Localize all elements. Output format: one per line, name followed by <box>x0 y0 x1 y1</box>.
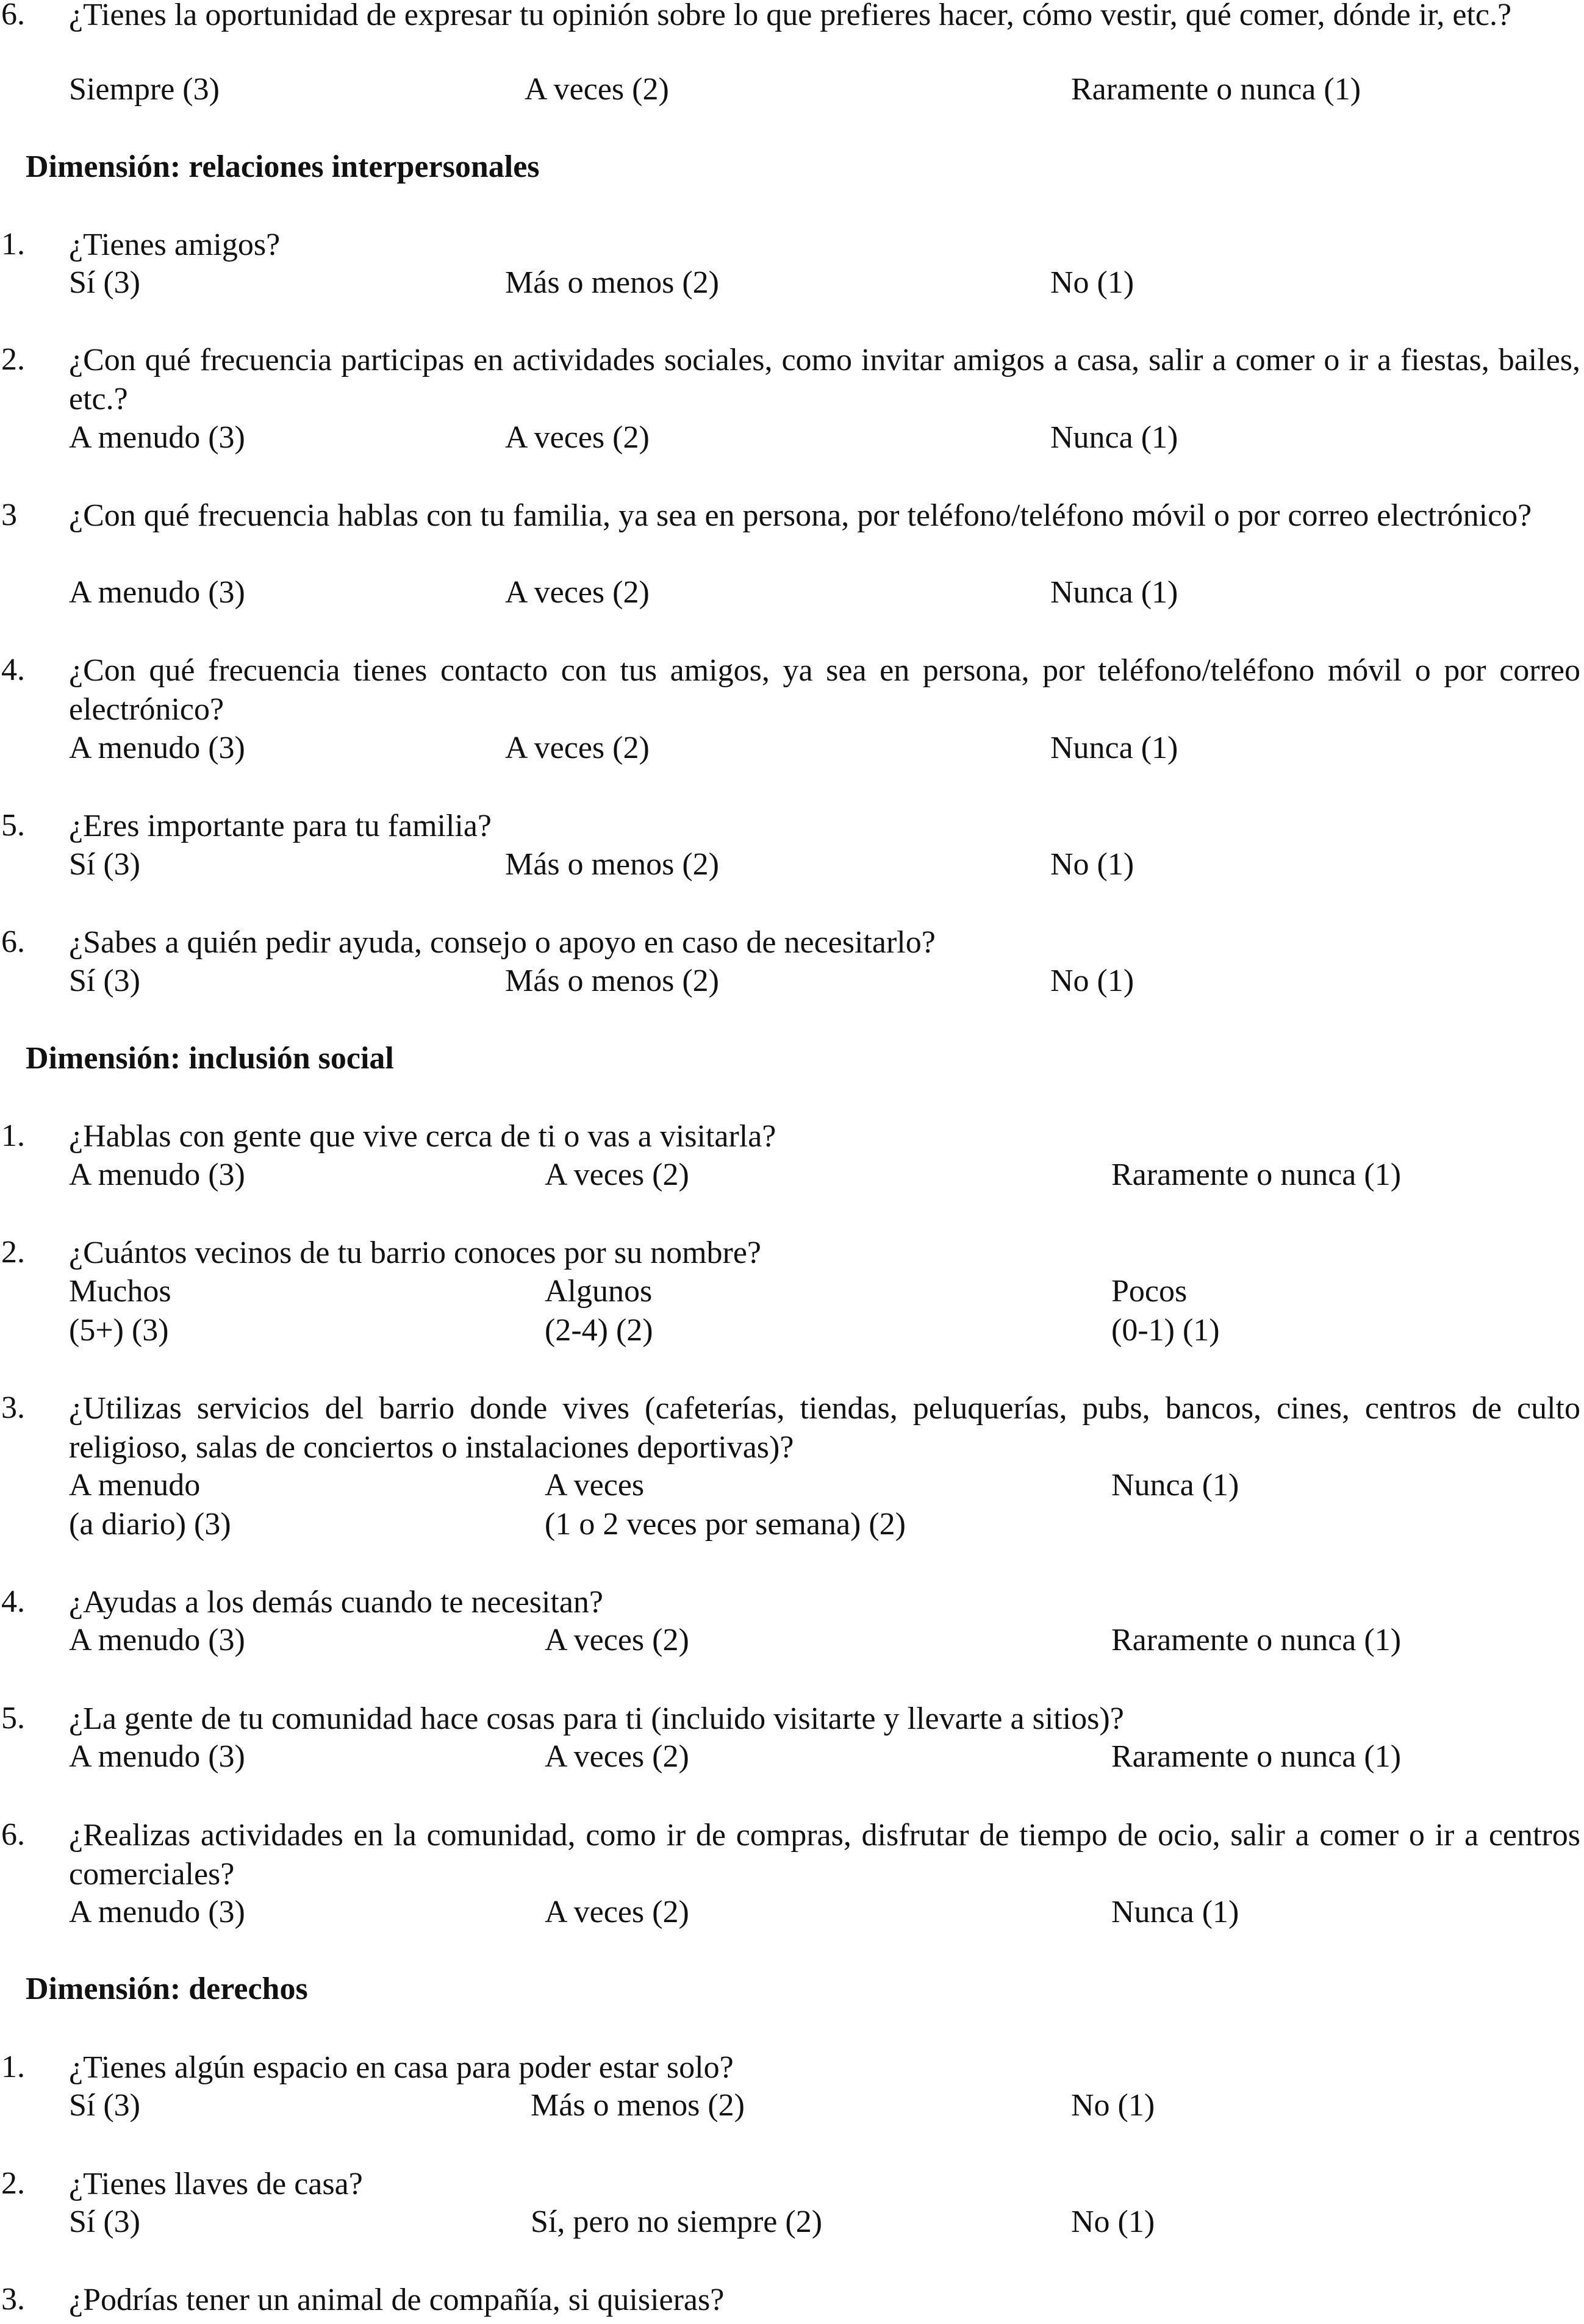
item-number: 2. <box>1 1235 25 1270</box>
option-1: A menudo (3) <box>69 1895 245 1929</box>
item-question: ¿Tienes algún espacio en casa para poder estar solo? <box>69 2050 734 2085</box>
option-2-detail: (1 o 2 veces por semana) (2) <box>545 1507 906 1542</box>
option-2: A veces (2) <box>545 1739 689 1774</box>
option-2: A veces (2) <box>505 420 650 455</box>
item-question: ¿Utilizas servicios del barrio donde vives (cafeterías, tiendas, peluquerías, pubs, bancos, cines, centros de culto religioso, salas de conciertos o instalaciones deportivas)? <box>69 1391 1580 1465</box>
option-1: A menudo (3) <box>69 1739 245 1774</box>
option-2: Más o menos (2) <box>505 847 719 882</box>
option-1: A menudo <box>69 1468 201 1503</box>
option-3-detail: (0-1) (1) <box>1111 1313 1220 1348</box>
item-number: 1. <box>1 1118 25 1153</box>
option-3: Raramente o nunca (1) <box>1111 1623 1402 1657</box>
option-1: Sí (3) <box>69 847 140 882</box>
option-2: A veces (2) <box>545 1623 689 1657</box>
option-1: Sí (3) <box>69 265 140 300</box>
option-1: A menudo (3) <box>69 731 245 765</box>
item-number: 5. <box>1 1701 25 1736</box>
item-number: 5. <box>1 808 25 843</box>
item-number: 6. <box>1 924 25 959</box>
option-3: Nunca (1) <box>1050 575 1178 610</box>
option-2: A veces <box>545 1468 645 1503</box>
option-3: No (1) <box>1071 2204 1155 2239</box>
option-1: A menudo (3) <box>69 420 245 455</box>
item-question: ¿La gente de tu comunidad hace cosas para ti (incluido visitarte y llevarte a sitios)? <box>69 1701 1124 1736</box>
option-3: Raramente o nunca (1) <box>1111 1157 1402 1192</box>
item-number: 3. <box>1 1390 25 1425</box>
option-1: A menudo (3) <box>69 575 245 610</box>
option-3: Pocos <box>1111 1274 1188 1309</box>
option-3: Nunca (1) <box>1050 420 1178 455</box>
item-number: 1. <box>1 2050 25 2084</box>
section-heading: Dimensión: derechos <box>26 1972 308 2006</box>
option-3: No (1) <box>1050 847 1134 882</box>
item-number: 3. <box>1 2282 25 2317</box>
item-number: 2. <box>1 2166 25 2201</box>
option-3: No (1) <box>1050 265 1134 300</box>
item-question: ¿Sabes a quién pedir ayuda, consejo o apoyo en caso de necesitarlo? <box>69 925 936 960</box>
option-2: A veces (2) <box>545 1157 689 1192</box>
option-2: Algunos <box>545 1274 653 1309</box>
option-3: No (1) <box>1071 2088 1155 2123</box>
item-number: 3 <box>1 498 17 532</box>
item-question: ¿Cuántos vecinos de tu barrio conoces por su nombre? <box>69 1235 762 1270</box>
option-2: Más o menos (2) <box>505 265 719 300</box>
option-2: Más o menos (2) <box>505 964 719 998</box>
item-question: ¿Podrías tener un animal de compañía, si quisieras? <box>69 2283 725 2317</box>
option-3: No (1) <box>1050 964 1134 998</box>
item-question: ¿Tienes la oportunidad de expresar tu opinión sobre lo que prefieres hacer, cómo vestir, qué comer, dónde ir, etc.? <box>69 0 1512 32</box>
section-heading: Dimensión: relaciones interpersonales <box>26 149 540 184</box>
option-2: Más o menos (2) <box>531 2088 745 2123</box>
option-1-detail: (5+) (3) <box>69 1313 169 1348</box>
option-2: Sí, pero no siempre (2) <box>531 2204 823 2239</box>
item-question: ¿Tienes llaves de casa? <box>69 2167 363 2201</box>
option-1: Sí (3) <box>69 2204 140 2239</box>
option-2: A veces (2) <box>505 575 650 610</box>
option-2: A veces (2) <box>505 731 650 765</box>
item-number: 4. <box>1 653 25 687</box>
item-number: 4. <box>1 1584 25 1619</box>
option-1: A menudo (3) <box>69 1623 245 1657</box>
option-2: A veces (2) <box>545 1895 689 1929</box>
option-1: Muchos <box>69 1274 171 1309</box>
item-question: ¿Eres importante para tu familia? <box>69 809 492 843</box>
item-number: 6. <box>1 1817 25 1852</box>
item-number: 2. <box>1 342 25 377</box>
option-1: Sí (3) <box>69 964 140 998</box>
option-3: Nunca (1) <box>1111 1468 1239 1503</box>
item-question: ¿Con qué frecuencia tienes contacto con tus amigos, ya sea en persona, por teléfono/teléfono móvil o por correo electrónico? <box>69 653 1580 727</box>
option-2-detail: (2-4) (2) <box>545 1313 653 1348</box>
section-heading: Dimensión: inclusión social <box>26 1041 394 1076</box>
option-1-detail: (a diario) (3) <box>69 1507 231 1542</box>
item-question: ¿Tienes amigos? <box>69 227 281 262</box>
item-question: ¿Hablas con gente que vive cerca de ti o vas a visitarla? <box>69 1119 776 1154</box>
option-3: Raramente o nunca (1) <box>1111 1739 1402 1774</box>
option-2: A veces (2) <box>525 72 669 107</box>
option-3: Raramente o nunca (1) <box>1071 72 1361 107</box>
item-question: ¿Ayudas a los demás cuando te necesitan? <box>69 1585 604 1620</box>
option-3: Nunca (1) <box>1111 1895 1239 1929</box>
option-1: A menudo (3) <box>69 1157 245 1192</box>
option-1: Siempre (3) <box>69 72 220 107</box>
item-number: 6. <box>1 0 25 32</box>
option-3: Nunca (1) <box>1050 731 1178 765</box>
item-number: 1. <box>1 227 25 262</box>
item-question: ¿Con qué frecuencia hablas con tu familia, ya sea en persona, por teléfono/teléfono móvil o por correo electrónico? <box>69 498 1532 533</box>
option-1: Sí (3) <box>69 2088 140 2123</box>
item-question: ¿Realizas actividades en la comunidad, como ir de compras, disfrutar de tiempo de ocio, salir a comer o ir a centros comerciales? <box>69 1818 1580 1892</box>
item-question: ¿Con qué frecuencia participas en actividades sociales, como invitar amigos a casa, salir a comer o ir a fiestas, bailes, etc.? <box>69 343 1580 417</box>
